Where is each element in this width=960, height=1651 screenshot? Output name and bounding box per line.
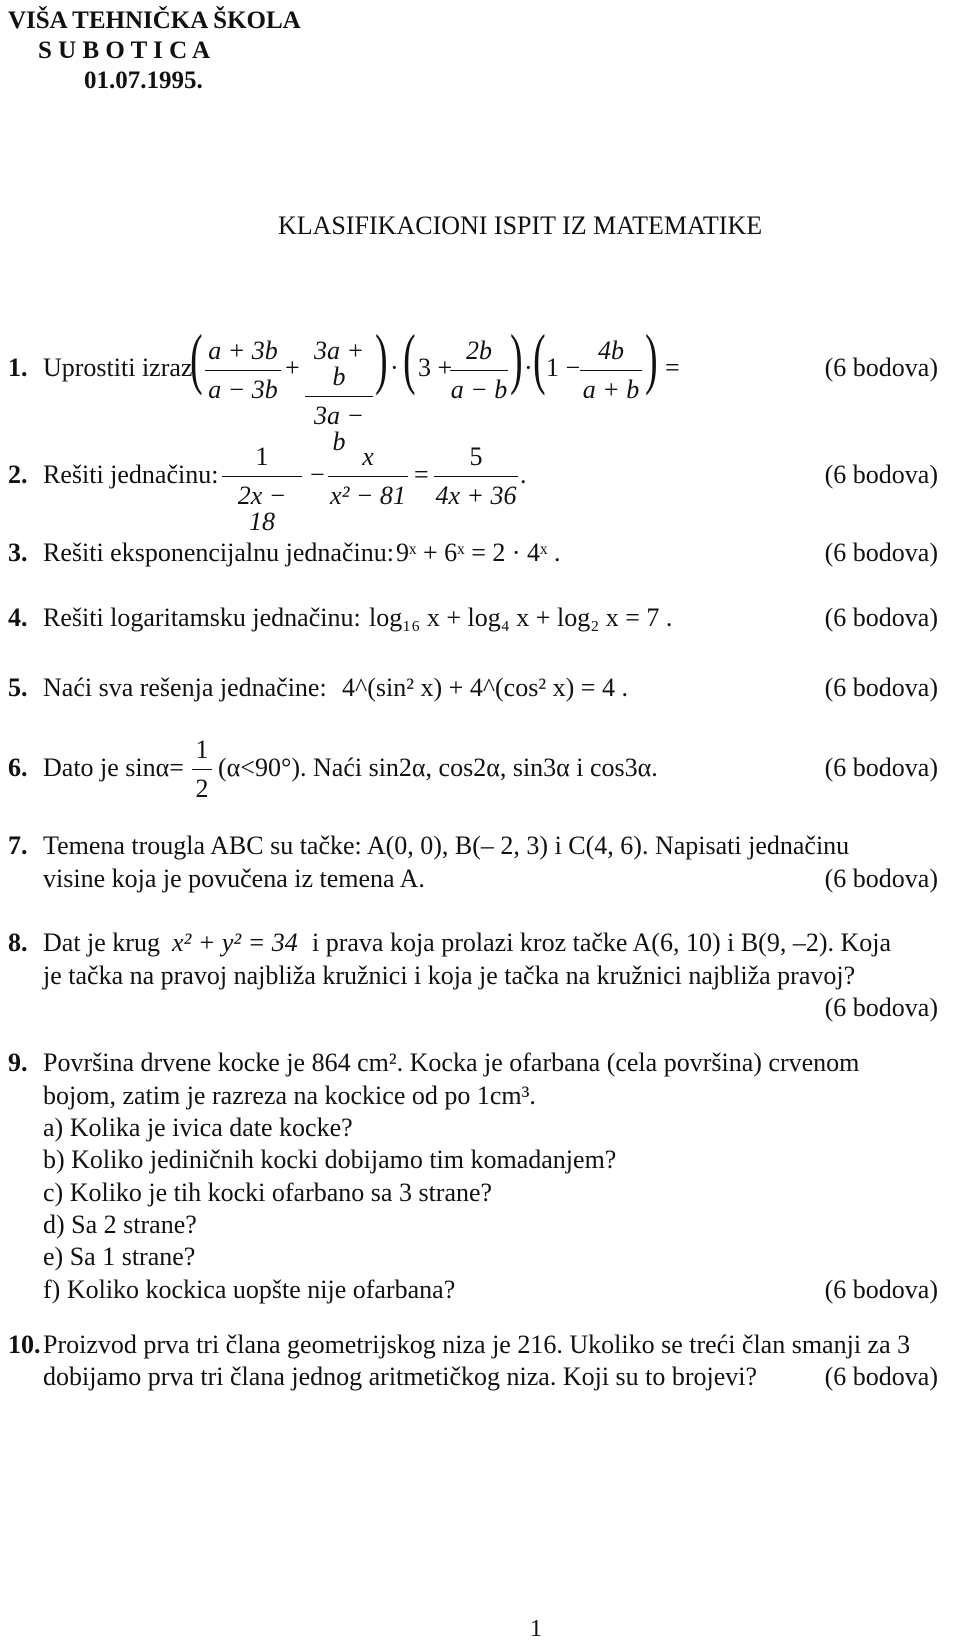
problem-line: d) Sa 2 strane? bbox=[43, 1210, 197, 1239]
points-label: (6 bodova) bbox=[824, 353, 938, 382]
problem-number: 7. bbox=[8, 831, 28, 860]
fraction: 1 2 bbox=[192, 737, 212, 802]
points-label: (6 bodova) bbox=[824, 460, 938, 489]
school-name: VIŠA TEHNIČKA ŠKOLA bbox=[8, 7, 301, 34]
right-paren: ) bbox=[510, 320, 523, 396]
problem-number: 10. bbox=[8, 1330, 41, 1359]
circle-equation: x² + y² = 34 bbox=[172, 928, 298, 957]
points-label: (6 bodova) bbox=[824, 753, 938, 782]
fraction-1: 1 2x − 18 bbox=[222, 444, 302, 535]
points-label: (6 bodova) bbox=[824, 538, 938, 567]
dot-sign: · bbox=[524, 353, 533, 382]
problem-number: 4. bbox=[8, 603, 28, 632]
problem-text-line1b: i prava koja prolazi kroz tačke A(6, 10) i B(9, –2). Koja bbox=[312, 928, 892, 957]
problem-text-rest: (α<90°). Naći sin2α, cos2α, sin3α i cos3α. bbox=[218, 753, 658, 782]
right-paren: ) bbox=[645, 320, 658, 396]
fraction-2: 3a + b 3a − b bbox=[305, 338, 373, 455]
problem-text-line2: je tačka na pravoj najbliža kružnici i koja je tačka na kružnici najbliža pravoj? bbox=[43, 961, 856, 990]
points-label: (6 bodova) bbox=[824, 864, 938, 893]
fraction-3: 2b a − b bbox=[450, 336, 508, 404]
math-term: 3 + bbox=[418, 353, 453, 382]
problem-text: Naći sva rešenja jednačine: bbox=[43, 673, 327, 702]
fraction-4: 4b a + b bbox=[580, 338, 642, 403]
problem-text: Rešiti jednačinu: bbox=[43, 460, 219, 489]
equation: log₁₆ x + log₄ x + log₂ x = 7 . bbox=[369, 603, 673, 632]
plus-sign: + bbox=[285, 353, 300, 382]
points-label: (6 bodova) bbox=[824, 603, 938, 632]
right-paren: ) bbox=[375, 320, 388, 396]
problem-line: b) Koliko jediničnih kocki dobijamo tim komadanjem? bbox=[43, 1145, 617, 1174]
points-label: (6 bodova) bbox=[824, 993, 938, 1022]
city-name: S U B O T I C A bbox=[38, 37, 211, 64]
left-paren: ( bbox=[403, 320, 416, 396]
problem-number: 2. bbox=[8, 460, 28, 489]
page-title: KLASIFIKACIONI ISPIT IZ MATEMATIKE bbox=[278, 211, 763, 240]
math-term: 1 − bbox=[546, 353, 581, 382]
problem-text: Uprostiti izraz bbox=[43, 353, 193, 382]
problem-text-line1a: Dat je krug bbox=[43, 928, 160, 957]
problem-text-line2: dobijamo prva tri člana jednog aritmetičkog niza. Koji su to brojevi? bbox=[43, 1362, 758, 1391]
problem-text: Dato je sinα= bbox=[43, 753, 184, 782]
problem-line: a) Kolika je ivica date kocke? bbox=[43, 1113, 353, 1142]
equals-sign: = bbox=[665, 353, 680, 382]
problem-line: Površina drvene kocke je 864 cm². Kocka je ofarbana (cela površina) crvenom bbox=[43, 1048, 860, 1077]
problem-text: Rešiti logaritamsku jednačinu: bbox=[43, 603, 361, 632]
points-label: (6 bodova) bbox=[824, 673, 938, 702]
problem-text-line1: Proizvod prva tri člana geometrijskog niza je 216. Ukoliko se treći član smanji za 3 bbox=[43, 1330, 911, 1359]
fraction-3: 5 4x + 36 bbox=[435, 442, 517, 510]
minus-sign: − bbox=[310, 460, 325, 489]
problem-line: e) Sa 1 strane? bbox=[43, 1242, 196, 1271]
problem-line: bojom, zatim je razreza na kockice od po 1cm³. bbox=[43, 1081, 536, 1110]
exam-date: 01.07.1995. bbox=[84, 67, 203, 94]
dot-sign: · bbox=[390, 353, 399, 382]
problem-text: Rešiti eksponencijalnu jednačinu: bbox=[43, 538, 394, 567]
problem-number: 5. bbox=[8, 673, 28, 702]
problem-number: 1. bbox=[8, 353, 28, 382]
left-paren: ( bbox=[533, 320, 546, 396]
problem-line: c) Koliko je tih kocki ofarbano sa 3 strane? bbox=[43, 1178, 493, 1207]
problem-number: 3. bbox=[8, 538, 28, 567]
problem-number: 8. bbox=[8, 928, 28, 957]
equals-sign: = bbox=[414, 460, 429, 489]
equation: 4^(sin² x) + 4^(cos² x) = 4 . bbox=[342, 673, 628, 702]
points-label: (6 bodova) bbox=[824, 1362, 938, 1391]
points-label: (6 bodova) bbox=[824, 1275, 938, 1304]
fraction-2: x x² − 81 bbox=[328, 444, 408, 509]
problem-line: f) Koliko kockica uopšte nije ofarbana? bbox=[43, 1275, 456, 1304]
period: . bbox=[520, 460, 527, 489]
left-paren: ( bbox=[190, 320, 203, 396]
problem-text-line1: Temena trougla ABC su tačke: A(0, 0), B(– 2, 3) i C(4, 6). Napisati jednačinu bbox=[43, 831, 850, 860]
page-number: 1 bbox=[530, 1616, 542, 1642]
problem-number: 6. bbox=[8, 753, 28, 782]
problem-number: 9. bbox=[8, 1048, 28, 1077]
equation: 9ˣ + 6ˣ = 2 · 4ˣ . bbox=[396, 538, 561, 567]
fraction-1: a + 3b a − 3b bbox=[205, 338, 281, 403]
problem-text-line2: visine koja je povučena iz temena A. bbox=[43, 864, 425, 893]
